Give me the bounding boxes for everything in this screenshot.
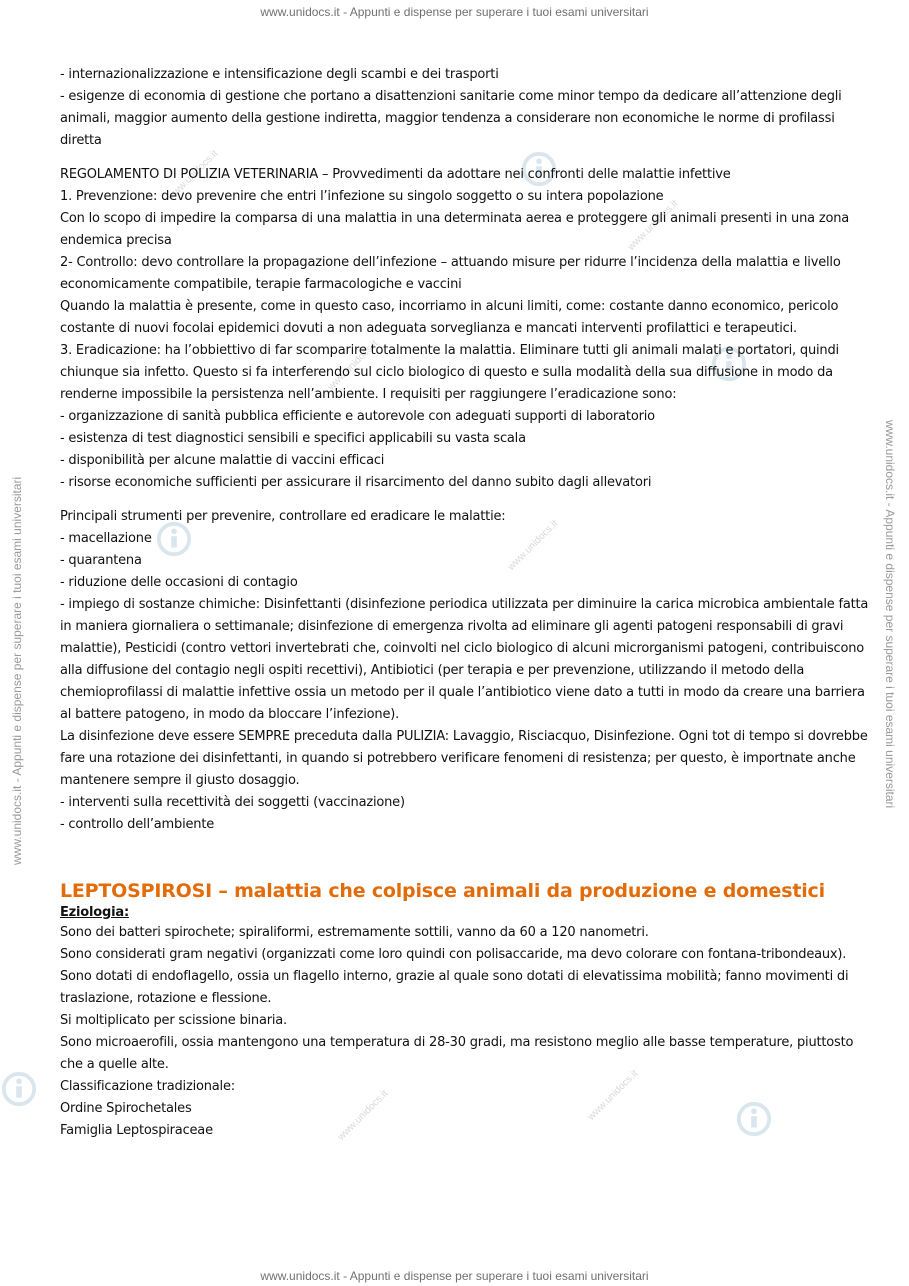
- list-item: - disponibilità per alcune malattie di vaccini efficaci: [60, 453, 385, 468]
- paragraph: - esigenze di economia di gestione che portano a disattenzioni sanitarie come minor tempo da dedicare all’attenzione degli animali, maggior aumento della gestione indiretta, maggior tendenza a considerare non economiche le norme di profilassi diretta: [60, 89, 842, 148]
- paragraph: Sono microaerofili, ossia mantengono una temperatura di 28-30 gradi, ma resistono meglio alle basse temperature, piuttosto che a quelle alte.: [60, 1035, 854, 1072]
- watermark-left: www.unidocs.it - Appunti e dispense per superare i tuoi esami universitari: [10, 476, 24, 865]
- list-item: - impiego di sostanze chimiche: Disinfettanti (disinfezione periodica utilizzata per diminuire la carica microbica ambientale fatta in maniera giornaliera o settimanale; disinfezione di emergenza rivolta ad eliminare gli agenti patogeni responsabili di gravi malattie), Pesticidi (contro vettori invertebrati che, coinvolti nel ciclo biologico di alcuni microrganismi patogeni, contribuiscono alla diffusione del contagio negli ospiti recettivi), Antibiotici (per terapia e per prevenzione, utilizzando il metodo della chemioprofilassi di malattie infettive ossia un metodo per il quale l’antibiotico viene dato a tutti in modo da creare una barriera al battere patogeno, in modo da bloccare l’infezione).: [60, 597, 869, 722]
- list-item: - quarantena: [60, 553, 142, 568]
- paragraph: 1. Prevenzione: devo prevenire che entri l’infezione su singolo soggetto o su intera popolazione: [60, 189, 664, 204]
- section-title: REGOLAMENTO DI POLIZIA VETERINARIA – Provvedimenti da adottare nei confronti delle malattie infettive: [60, 167, 731, 182]
- paragraph: Principali strumenti per prevenire, controllare ed eradicare le malattie:: [60, 509, 506, 524]
- watermark-header: www.unidocs.it - Appunti e dispense per superare i tuoi esami universitari: [260, 5, 649, 19]
- document-body: [60, 64, 872, 1142]
- paragraph: Sono considerati gram negativi (organizzati come loro quindi con polisaccaride, ma devo colorare con fontana-tribondeaux).: [60, 947, 847, 962]
- paragraph: Sono dei batteri spirochete; spiraliformi, estremamente sottili, vanno da 60 a 120 nanometri.: [60, 925, 649, 940]
- paragraph: Si moltiplicato per scissione binaria.: [60, 1013, 287, 1028]
- unidocs-logo-icon: [0, 1070, 38, 1108]
- section-heading: LEPTOSPIROSI – malattia che colpisce animali da produzione e domestici: [60, 880, 825, 902]
- watermark-diagonal: www.unidocs.it: [505, 518, 561, 573]
- watermark-right: www.unidocs.it - Appunti e dispense per superare i tuoi esami universitari: [883, 420, 897, 809]
- watermark-diagonal: www.unidocs.it: [335, 1088, 391, 1143]
- paragraph: Famiglia Leptospiraceae: [60, 1123, 213, 1138]
- watermark-footer: www.unidocs.it - Appunti e dispense per superare i tuoi esami universitari: [260, 1269, 649, 1283]
- list-item: - risorse economiche sufficienti per assicurare il risarcimento del danno subito dagli allevatori: [60, 475, 652, 490]
- paragraph: Quando la malattia è presente, come in questo caso, incorriamo in alcuni limiti, come: costante danno economico, pericolo costante di nuovi focolai epidemici dovuti a non adeguata sorveglianza e mancati interventi profilattici e terapeutici.: [60, 299, 839, 336]
- list-item: - riduzione delle occasioni di contagio: [60, 575, 298, 590]
- watermark-diagonal: www.unidocs.it: [585, 1068, 641, 1123]
- paragraph: Sono dotati di endoflagello, ossia un flagello interno, grazie al quale sono dotati di elevatissima mobilità; fanno movimenti di traslazione, rotazione e flessione.: [60, 969, 849, 1006]
- paragraph: 3. Eradicazione: ha l’obbiettivo di far scomparire totalmente la malattia. Eliminare tutti gli animali malati e portatori, quindi chiunque sia infetto. Questo si fa interferendo sul ciclo biologico di questo e sulla modalità della sua diffusione in modo da renderne impossibile la persistenza nell’ambiente. I requisiti per raggiungere l’eradicazione sono:: [60, 343, 839, 402]
- paragraph: Classificazione tradizionale:: [60, 1079, 235, 1094]
- paragraph: - internazionalizzazione e intensificazione degli scambi e dei trasporti: [60, 67, 499, 82]
- list-item: - controllo dell’ambiente: [60, 817, 215, 832]
- list-item: - organizzazione di sanità pubblica efficiente e autorevole con adeguati supporti di laboratorio: [60, 409, 655, 424]
- paragraph: Ordine Spirochetales: [60, 1101, 192, 1116]
- paragraph: La disinfezione deve essere SEMPRE preceduta dalla PULIZIA: Lavaggio, Risciacquo, Disinfezione. Ogni tot di tempo si dovrebbe fare una rotazione dei disinfettanti, in quando si potrebbero verificare fenomeni di resistenza; per questo, è importnate anche mantenere sempre il giusto dosaggio.: [60, 729, 868, 788]
- watermark-diagonal: www.unidocs.it: [625, 198, 681, 253]
- list-item: - interventi sulla recettività dei soggetti (vaccinazione): [60, 795, 405, 810]
- list-item: - esistenza di test diagnostici sensibili e specifici applicabili su vasta scala: [60, 431, 526, 446]
- watermark-diagonal: www.unidocs.it: [325, 338, 381, 393]
- subheading: Eziologia:: [60, 905, 129, 920]
- watermark-diagonal: www.unidocs.it: [165, 148, 221, 203]
- list-item: - macellazione: [60, 531, 152, 546]
- paragraph: 2- Controllo: devo controllare la propagazione dell’infezione – attuando misure per ridurre l’incidenza della malattia e livello economicamente compatibile, terapie farmacologiche e vaccini: [60, 255, 841, 292]
- paragraph: Con lo scopo di impedire la comparsa di una malattia in una determinata aerea e proteggere gli animali presenti in una zona endemica precisa: [60, 211, 849, 248]
